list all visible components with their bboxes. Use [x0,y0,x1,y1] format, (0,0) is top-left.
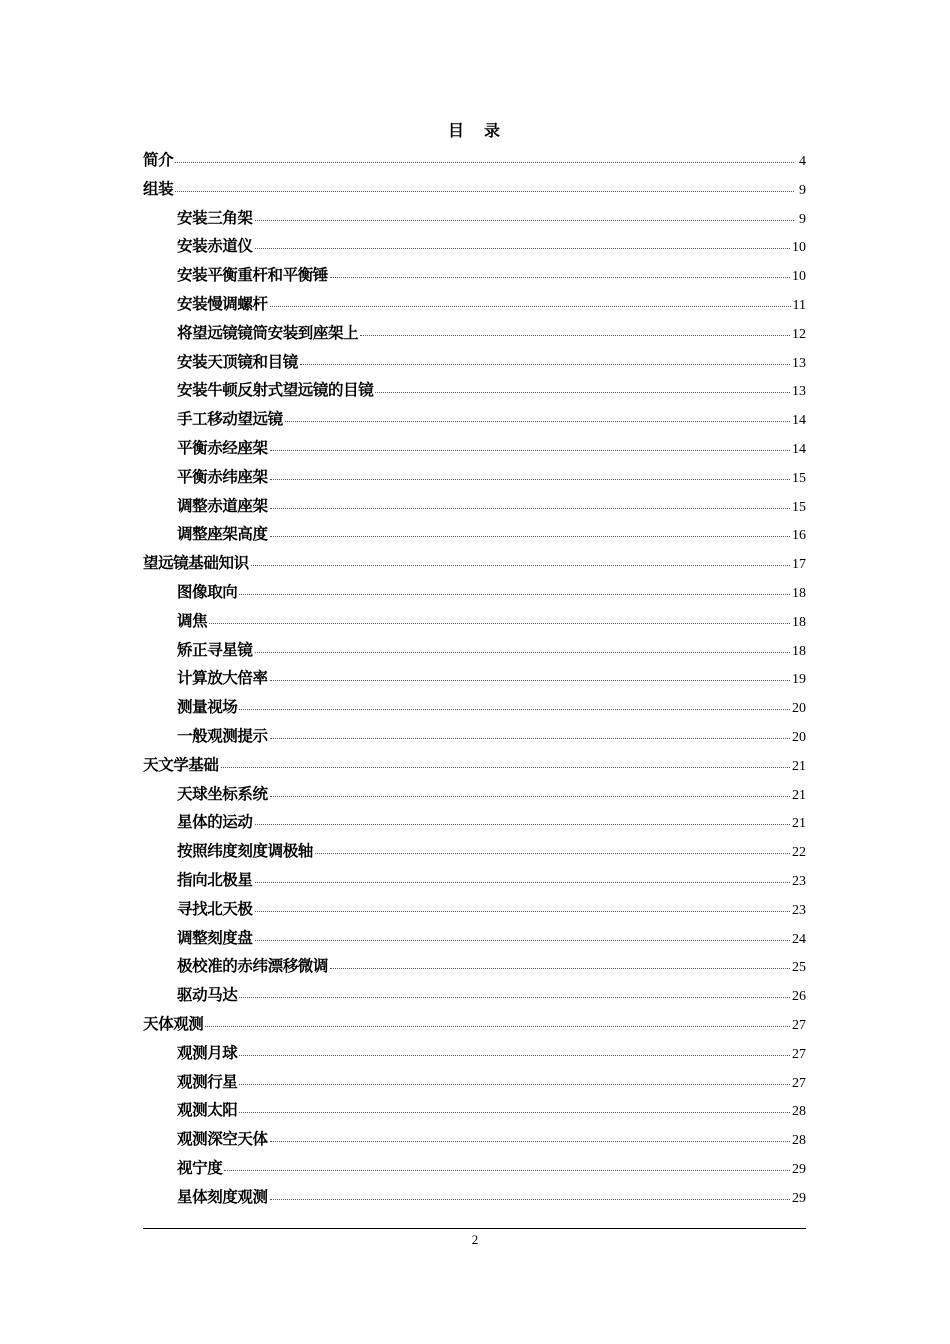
toc-section-entry[interactable] [143,751,806,780]
toc-entry-label: 极校准的赤纬漂移微调 [177,957,329,976]
toc-subsection-entry[interactable] [143,866,806,895]
toc-dot-leader [224,1169,790,1171]
toc-entry-label: 平衡赤纬座架 [177,467,268,486]
toc-list [143,146,806,1211]
toc-entry-page-number: 28 [792,1133,806,1149]
toc-entry-label: 一般观测提示 [177,726,268,745]
toc-entry-label: 观测月球 [177,1043,238,1062]
toc-entry-page-number: 19 [792,672,806,688]
toc-dot-leader [221,766,790,768]
toc-subsection-entry[interactable] [143,348,806,377]
toc-section-entry[interactable] [143,146,806,175]
toc-entry-label: 将望远镜镜筒安装到座架上 [177,323,359,342]
toc-dot-leader [270,507,790,509]
toc-subsection-entry[interactable] [143,722,806,751]
toc-entry-page-number: 4 [799,154,806,169]
toc-dot-leader [330,276,790,278]
toc-entry-label: 调整座架高度 [177,525,268,544]
toc-subsection-entry[interactable] [143,1096,806,1125]
toc-entry-page-number: 11 [792,297,806,313]
toc-entry-label: 计算放大倍率 [177,669,268,688]
toc-entry-label: 调整刻度盘 [177,928,253,947]
toc-dot-leader [239,996,790,998]
toc-entry-page-number: 21 [792,787,806,803]
toc-entry-page-number: 16 [792,528,806,544]
toc-dot-leader [270,478,790,480]
toc-dot-leader [239,1054,790,1056]
toc-dot-leader [255,939,790,941]
toc-entry-page-number: 28 [792,1104,806,1120]
toc-entry-label: 平衡赤经座架 [177,438,268,457]
toc-entry-page-number: 27 [792,1046,806,1062]
toc-dot-leader [255,910,790,912]
toc-entry-page-number: 15 [792,470,806,486]
toc-dot-leader [205,1025,790,1027]
toc-entry-label: 安装慢调螺杆 [177,294,268,313]
toc-entry-label: 安装天顶镜和目镜 [177,352,298,371]
toc-entry-page-number: 10 [792,240,806,256]
toc-subsection-entry[interactable] [143,664,806,693]
toc-entry-page-number: 22 [792,845,806,861]
toc-dot-leader [270,535,790,537]
toc-subsection-entry[interactable] [143,636,806,665]
toc-entry-label: 观测深空天体 [177,1130,268,1149]
toc-entry-page-number: 15 [792,499,806,515]
toc-entry-page-number: 10 [792,269,806,285]
toc-entry-label: 驱动马达 [177,986,238,1005]
toc-subsection-entry[interactable] [143,319,806,348]
toc-dot-leader [270,305,791,307]
toc-entry-label: 矫正寻星镜 [177,640,253,659]
toc-entry-label: 安装赤道仪 [177,237,253,256]
toc-dot-leader [255,823,790,825]
toc-entry-label: 简介 [143,151,174,169]
toc-entry-page-number: 24 [792,931,806,947]
toc-dot-leader [270,679,790,681]
toc-dot-leader [315,852,790,854]
toc-subsection-entry[interactable] [143,232,806,261]
toc-entry-label: 天体观测 [143,1014,204,1033]
toc-entry-page-number: 26 [792,989,806,1005]
toc-dot-leader [239,708,790,710]
toc-entry-page-number: 17 [792,557,806,573]
toc-dot-leader [330,967,790,969]
toc-entry-page-number: 18 [792,585,806,601]
toc-dot-leader [239,593,790,595]
toc-subsection-entry[interactable] [143,204,806,233]
page-number: 2 [471,1232,479,1247]
toc-entry-label: 星体刻度观测 [177,1187,268,1206]
toc-entry-label: 寻找北天极 [177,899,253,918]
toc-dot-leader [239,1111,790,1113]
toc-dot-leader [209,622,790,624]
toc-section-entry[interactable] [143,1010,806,1039]
toc-dot-leader [239,1083,790,1085]
toc-subsection-entry[interactable] [143,1125,806,1154]
toc-dot-leader [360,334,790,336]
toc-entry-page-number: 12 [792,326,806,342]
toc-entry-page-number: 18 [792,643,806,659]
toc-entry-label: 图像取向 [177,582,238,601]
toc-entry-label: 安装牛顿反射式望远镜的目镜 [177,381,374,400]
toc-subsection-entry[interactable] [143,434,806,463]
toc-subsection-entry[interactable] [143,952,806,981]
toc-entry-label: 安装平衡重杆和平衡锤 [177,266,329,285]
toc-entry-label: 天文学基础 [143,755,219,774]
toc-subsection-entry[interactable] [143,492,806,521]
toc-dot-leader [270,449,790,451]
toc-subsection-entry[interactable] [143,780,806,809]
toc-entry-page-number: 25 [792,960,806,976]
toc-dot-leader [255,247,790,249]
toc-entry-page-number: 23 [792,873,806,889]
toc-dot-leader [255,881,790,883]
toc-entry-page-number: 13 [792,355,806,371]
toc-entry-label: 视宁度 [177,1158,223,1177]
toc-section-entry[interactable] [143,549,806,578]
footer-divider [143,1228,806,1229]
toc-entry-label: 调焦 [177,611,208,630]
toc-subsection-entry[interactable] [143,1068,806,1097]
toc-entry-label: 望远镜基础知识 [143,554,249,573]
toc-entry-page-number: 20 [792,701,806,717]
toc-subsection-entry[interactable] [143,895,806,924]
toc-section-entry[interactable] [143,175,806,204]
toc-subsection-entry[interactable] [143,924,806,953]
toc-entry-page-number: 18 [792,614,806,630]
toc-subsection-entry[interactable] [143,578,806,607]
toc-entry-page-number: 29 [792,1190,806,1206]
toc-subsection-entry[interactable] [143,405,806,434]
toc-entry-page-number: 9 [799,211,806,227]
toc-entry-page-number: 13 [792,384,806,400]
toc-entry-label: 指向北极星 [177,870,253,889]
toc-dot-leader [270,795,790,797]
toc-subsection-entry[interactable] [143,808,806,837]
toc-subsection-entry[interactable] [143,1183,806,1212]
toc-dot-leader [300,363,790,365]
toc-entry-label: 天球坐标系统 [177,784,268,803]
toc-dot-leader [251,564,790,566]
toc-dot-leader [285,420,790,422]
toc-entry-label: 按照纬度刻度调极轴 [177,842,313,861]
toc-subsection-entry[interactable] [143,693,806,722]
toc-subsection-entry[interactable] [143,1154,806,1183]
toc-entry-page-number: 23 [792,902,806,918]
toc-entry-label: 观测行星 [177,1072,238,1091]
toc-dot-leader [270,1140,790,1142]
toc-entry-page-number: 27 [792,1075,806,1091]
toc-dot-leader [270,1198,790,1200]
toc-entry-page-number: 27 [792,1017,806,1033]
toc-subsection-entry[interactable] [143,1039,806,1068]
toc-entry-page-number: 14 [792,413,806,429]
toc-entry-label: 手工移动望远镜 [177,410,283,429]
toc-entry-label: 测量视场 [177,698,238,717]
toc-entry-page-number: 21 [792,758,806,774]
toc-entry-label: 调整赤道座架 [177,496,268,515]
toc-dot-leader [375,391,790,393]
toc-dot-leader [255,219,794,221]
toc-dot-leader [175,190,794,192]
toc-subsection-entry[interactable] [143,607,806,636]
toc-entry-page-number: 20 [792,729,806,745]
toc-entry-page-number: 29 [792,1161,806,1177]
toc-title: 目 录 [447,121,502,140]
toc-entry-label: 安装三角架 [177,208,253,227]
toc-dot-leader [175,161,794,163]
toc-subsection-entry[interactable] [143,981,806,1010]
toc-subsection-entry[interactable] [143,837,806,866]
toc-entry-page-number: 14 [792,441,806,457]
toc-subsection-entry[interactable] [143,290,806,319]
toc-entry-page-number: 9 [799,182,806,198]
toc-subsection-entry[interactable] [143,520,806,549]
toc-entry-label: 组装 [143,179,174,198]
toc-dot-leader [255,651,790,653]
toc-dot-leader [270,737,790,739]
toc-entry-page-number: 21 [792,816,806,832]
toc-entry-label: 星体的运动 [177,813,253,832]
toc-subsection-entry[interactable] [143,463,806,492]
toc-subsection-entry[interactable] [143,261,806,290]
toc-subsection-entry[interactable] [143,376,806,405]
toc-entry-label: 观测太阳 [177,1101,238,1120]
